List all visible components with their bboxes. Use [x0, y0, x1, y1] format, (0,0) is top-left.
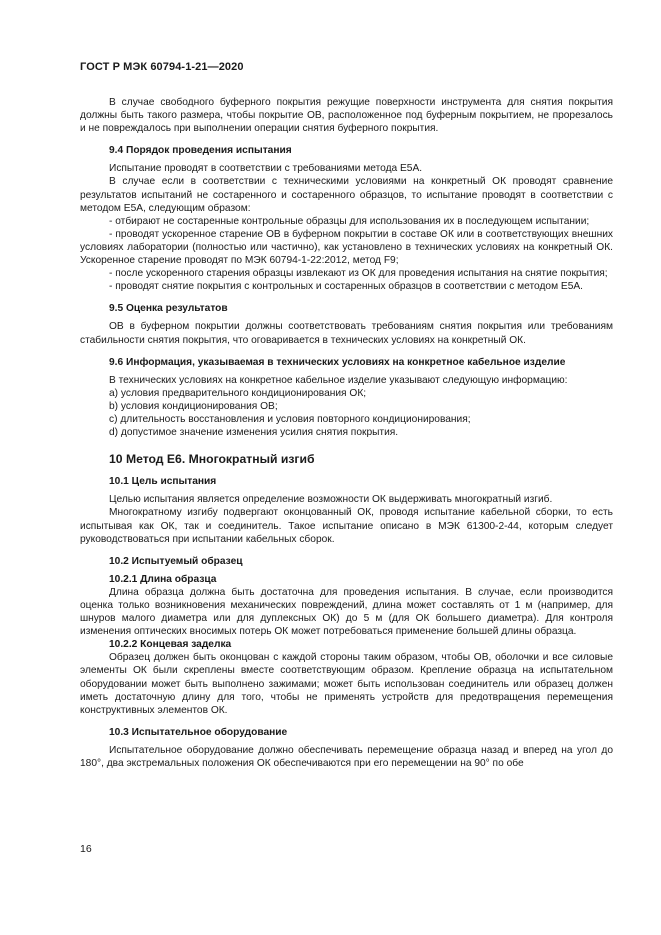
chapter-10-heading: 10 Метод Е6. Многократный изгиб	[109, 452, 315, 467]
list-item: - отбирают не состаренные контрольные образцы для использования их в последующем испытании;	[109, 215, 590, 227]
list-item: c) длительность восстановления и условия повторного кондиционирования;	[109, 413, 471, 425]
list-item: - проводят снятие покрытия с контрольных и состаренных образцов в соответствии с методом Е5А.	[109, 281, 583, 293]
document-body	[80, 96, 613, 770]
section-9-6-paragraph: В технических условиях на конкретное кабельное изделие указывают следующую информацию:	[109, 374, 568, 386]
list-item: b) условия кондиционирования ОВ;	[109, 400, 278, 412]
section-10-2-1-paragraph: Длина образца должна быть достаточна для проведения испытания. В случае, если производится оценка только возникновения механических повреждений, длина может составлять от 1 м (например, для шнуров малого диаметра или для дуплексных ОК) до 5 м (для ОК большего диаметра). Для контроля изменения оптических вносимых потерь ОК может потребоваться применение большей длины образца.	[80, 586, 613, 638]
section-10-3-paragraph: Испытательное оборудование должно обеспечивать перемещение образца назад и вперед на угол до 180°, два экстремальных положения ОК обеспечиваются при его перемещении на 90° по обе	[80, 744, 613, 770]
section-9-5-heading: 9.5 Оценка результатов	[109, 303, 228, 315]
intro-paragraph: В случае свободного буферного покрытия режущие поверхности инструмента для снятия покрытия должны быть такого размера, чтобы покрытие ОВ, расположенное под буферным покрытием, не прорезалось и не повреждалось при выполнении операции снятия буферного покрытия.	[80, 97, 613, 135]
section-10-2-heading: 10.2 Испытуемый образец	[109, 555, 243, 567]
section-10-3-heading: 10.3 Испытательное оборудование	[109, 726, 288, 738]
section-9-5-paragraph: ОВ в буферном покрытии должны соответствовать требованиям снятия покрытия или требованиям стабильности снятия покрытия, что оговаривается в технических условиях на конкретный ОК.	[80, 321, 613, 346]
section-9-4-paragraph-2: В случае если в соответствии с техническими условиями на конкретный ОК проводят сравнение результатов испытаний не состаренного и состаренного образцов, то испытание проводят в соответствии с методом Е5А, следующим образом:	[80, 176, 613, 214]
section-9-4-heading: 9.4 Порядок проведения испытания	[109, 145, 292, 157]
list-item: - после ускоренного старения образцы извлекают из ОК для проведения испытания на снятие покрытия;	[109, 268, 608, 280]
section-10-2-2-paragraph: Образец должен быть оконцован с каждой стороны таким образом, чтобы ОВ, оболочки и все силовые элементы ОК были скреплены вместе соответствующим образом. Крепление образца на испытательном оборудовании может быть выполнено зажимами; может быть использован соединитель или образец должен иметь достаточную длину для того, чтобы не применять устройств для предотвращения перемещения конструктивных элементов ОК.	[80, 652, 613, 716]
section-10-1-heading: 10.1 Цель испытания	[109, 476, 217, 488]
page-number: 16	[80, 843, 92, 855]
section-9-4-paragraph-1: Испытание проводят в соответствии с требованиями метода Е5А.	[109, 163, 423, 175]
section-10-2-2-heading: 10.2.2 Концевая заделка	[109, 639, 232, 651]
document-header: ГОСТ Р МЭК 60794-1-21—2020	[80, 61, 244, 73]
list-item: - проводят ускоренное старение ОВ в буферном покрытии в составе ОК или в соответствующих внешних условиях лаборатории (полностью или частично), как установлено в технических условиях на конкретный ОК. Ускоренное старение проводят по МЭК 60794-1-22:2012, метод F9;	[80, 228, 613, 267]
section-10-1-paragraph-1: Целью испытания является определение возможности ОК выдерживать многократный изгиб.	[109, 494, 553, 506]
section-10-2-1-heading: 10.2.1 Длина образца	[109, 573, 217, 585]
section-10-1-paragraph-2: Многократному изгибу подвергают оконцованный ОК, проводя испытание кабельной сборки, то есть испытывая как ОК, так и соединитель. Такое испытание описано в МЭК 61300-2-44, которым следует руководствоваться при испытании кабельных сборок.	[80, 507, 613, 545]
section-9-6-heading: 9.6 Информация, указываемая в технических условиях на конкретное кабельное изделие	[109, 356, 566, 368]
list-item: d) допустимое значение изменения усилия снятия покрытия.	[109, 427, 399, 439]
list-item: а) условия предварительного кондиционирования ОК;	[109, 387, 367, 399]
